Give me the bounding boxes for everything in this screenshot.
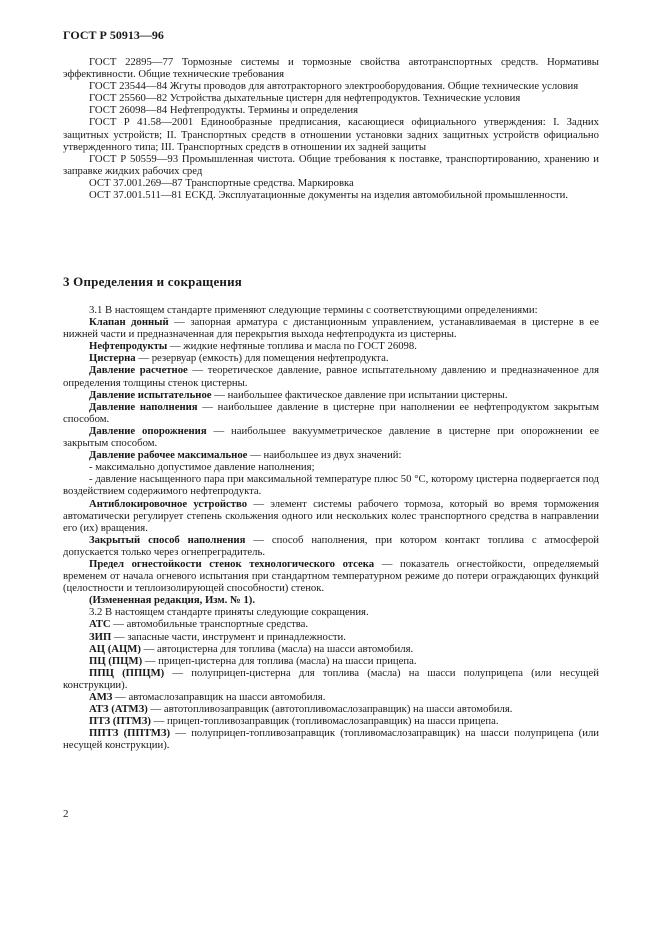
page-number: 2	[63, 808, 69, 820]
definition: — показатель огнестойкости, определяемый временем от начала огневого испытания при стандартном температурном режиме до потери ограждающих функций (целостности и теплоизолирующей способности) стенок.	[63, 557, 600, 595]
term-definition	[63, 534, 599, 558]
abbreviation: АТЗ (АТМЗ)	[89, 703, 148, 716]
term-definition	[63, 558, 599, 594]
amendment-note: (Измененная редакция, Изм. № 1).	[89, 594, 256, 607]
abbreviation-item	[63, 715, 599, 727]
section-body	[63, 304, 599, 751]
abbreviation-definition: — прицеп-цистерна для топлива (масла) на шасси прицепа.	[142, 654, 417, 667]
term: Предел огнестойкости стенок технологического отсека	[89, 557, 375, 570]
abbreviation-definition: — полуприцеп-цистерна для топлива (масла) на шасси полуприцепа (или несущей конструкции).	[63, 666, 599, 691]
abbreviation-item	[63, 618, 599, 630]
term: Нефтепродукты	[89, 340, 168, 353]
reference-item: ГОСТ 26098—84 Нефтепродукты. Термины и определения	[89, 104, 359, 117]
abbreviation: АТС	[89, 618, 111, 631]
term-definition	[63, 352, 599, 364]
reference-item: ОСТ 37.001.511—81 ЕСКД. Эксплуатационные документы на изделия автомобильной промышленности.	[89, 189, 569, 202]
clause-3-2-intro: 3.2 В настоящем стандарте приняты следующие сокращения.	[89, 606, 369, 619]
reference-item: ГОСТ 25560—82 Устройства дыхательные цистерн для нефтепродуктов. Технические условия	[89, 92, 521, 105]
definition: — жидкие нефтяные топлива и масла по ГОСТ 26098.	[167, 340, 417, 353]
reference-item: ГОСТ Р 50559—93 Промышленная чистота. Общие требования к поставке, транспортированию, хранению и заправке жидких рабочих сред	[63, 152, 599, 177]
abbreviation-definition: — автоцистерна для топлива (масла) на шасси автомобиля.	[140, 642, 414, 655]
abbreviation: АЦ (АЦМ)	[89, 642, 141, 655]
reference-item: ГОСТ 23544—84 Жгуты проводов для автотракторного электрооборудования. Общие технические условия	[89, 80, 579, 93]
abbreviation: ППЦ (ППЦМ)	[89, 666, 165, 679]
abbreviation: ППТЗ (ППТМЗ)	[89, 727, 171, 740]
reference-item: ОСТ 37.001.269—87 Транспортные средства. Маркировка	[89, 176, 354, 189]
definition: — наибольшее из двух значений:	[247, 449, 402, 462]
abbreviation: ПЦ (ПЦМ)	[89, 654, 143, 667]
term: Клапан донный	[89, 316, 169, 329]
definition: — запорная арматура с дистанционным управлением, устанавливаемая в цистерне в ее нижней части и предназначенная для перекрытия выхода нефтепродукта из цистерны.	[63, 316, 599, 341]
abbreviation-item	[63, 727, 599, 751]
abbreviation-definition: — прицеп-топливозаправщик (топливомаслозаправщик) на шасси прицепа.	[150, 715, 499, 728]
document-header: ГОСТ Р 50913—96	[63, 28, 164, 42]
abbreviation-item	[63, 691, 599, 703]
normative-references	[63, 56, 599, 201]
definition: — резервуар (емкость) для помещения нефтепродукта.	[135, 352, 389, 365]
abbreviation-definition: — автомобильные транспортные средства.	[110, 618, 309, 631]
pressure-item: - максимально допустимое давление наполнения;	[89, 461, 315, 474]
term: Цистерна	[89, 352, 136, 365]
abbreviation-item	[63, 655, 599, 667]
definition: — наибольшее фактическое давление при испытании цистерны.	[211, 388, 508, 401]
abbreviation-item	[63, 643, 599, 655]
definition: — наибольшее давление в цистерне при наполнении ее нефтепродуктом закрытым способом.	[63, 400, 600, 425]
abbreviation-item	[63, 667, 599, 691]
term-definition	[63, 340, 599, 352]
term-definition	[63, 498, 599, 534]
abbreviation: ПТЗ (ПТМЗ)	[89, 715, 151, 728]
term-definition	[63, 425, 599, 449]
term: Давление рабочее максимальное	[89, 449, 248, 462]
clause-3-1-intro: 3.1 В настоящем стандарте применяют следующие термины с соответствующими определениями:	[89, 304, 538, 316]
abbreviation-definition: — автотопливозаправщик (автотопливомаслозаправщик) на шасси автомобиля.	[147, 703, 513, 716]
abbreviation-definition: — запасные части, инструмент и принадлежности.	[111, 630, 346, 643]
abbreviation-definition: — автомаслозаправщик на шасси автомобиля.	[112, 691, 326, 703]
term: Давление расчетное	[89, 364, 188, 377]
abbreviation-item	[63, 703, 599, 715]
term: Давление наполнения	[89, 400, 198, 413]
term: Закрытый способ наполнения	[89, 533, 246, 546]
term-definition	[63, 389, 599, 401]
reference-item: ГОСТ 22895—77 Тормозные системы и тормозные свойства автотранспортных средств. Нормативы эффективности. Общие технические требования	[63, 56, 599, 81]
pressure-item: - давление насыщенного пара при максимальной температуре плюс 50 °С, которому цистерна подвергается под воздействием содержимого нефтепродукта.	[63, 473, 599, 498]
abbreviation-definition: — полуприцеп-топливозаправщик (топливомаслозаправщик) на шасси полуприцепа (или несущей конструкции).	[63, 727, 599, 752]
reference-item: ГОСТ Р 41.58—2001 Единообразные предписания, касающиеся официального утверждения: I. Задних защитных устройств; II. Транспортных средств в отношении установки задних защитных устройств официально утвержденного типа; III. Транспортных средств в отношении их задней защиты	[63, 116, 599, 153]
term-definition	[63, 316, 599, 340]
definition: — способ наполнения, при котором контакт топлива с атмосферой допускается только через огнепреградитель.	[63, 533, 600, 558]
term: Антиблокировочное устройство	[89, 497, 248, 510]
term-definition	[63, 449, 599, 461]
term-definition	[63, 401, 599, 425]
definition: — наибольшее вакуумметрическое давление в цистерне при опорожнении ее закрытым способом.	[63, 424, 600, 450]
abbreviation: ЗИП	[89, 630, 112, 643]
term: Давление опорожнения	[89, 424, 207, 437]
term-definition	[63, 364, 599, 388]
section-title: 3 Определения и сокращения	[63, 274, 243, 289]
definition: — теоретическое давление, равное испытательному давлению и предназначенное для определения толщины стенок цистерны.	[63, 364, 599, 389]
term: Давление испытательное	[89, 388, 212, 401]
abbreviation-item	[63, 631, 599, 643]
abbreviation: АМЗ	[89, 691, 113, 703]
definition: — элемент системы рабочего тормоза, который во время торможения автоматически регулирует степень скольжения одного или нескольких колес транспортного средства в направлении его (их) вращения.	[63, 497, 599, 534]
